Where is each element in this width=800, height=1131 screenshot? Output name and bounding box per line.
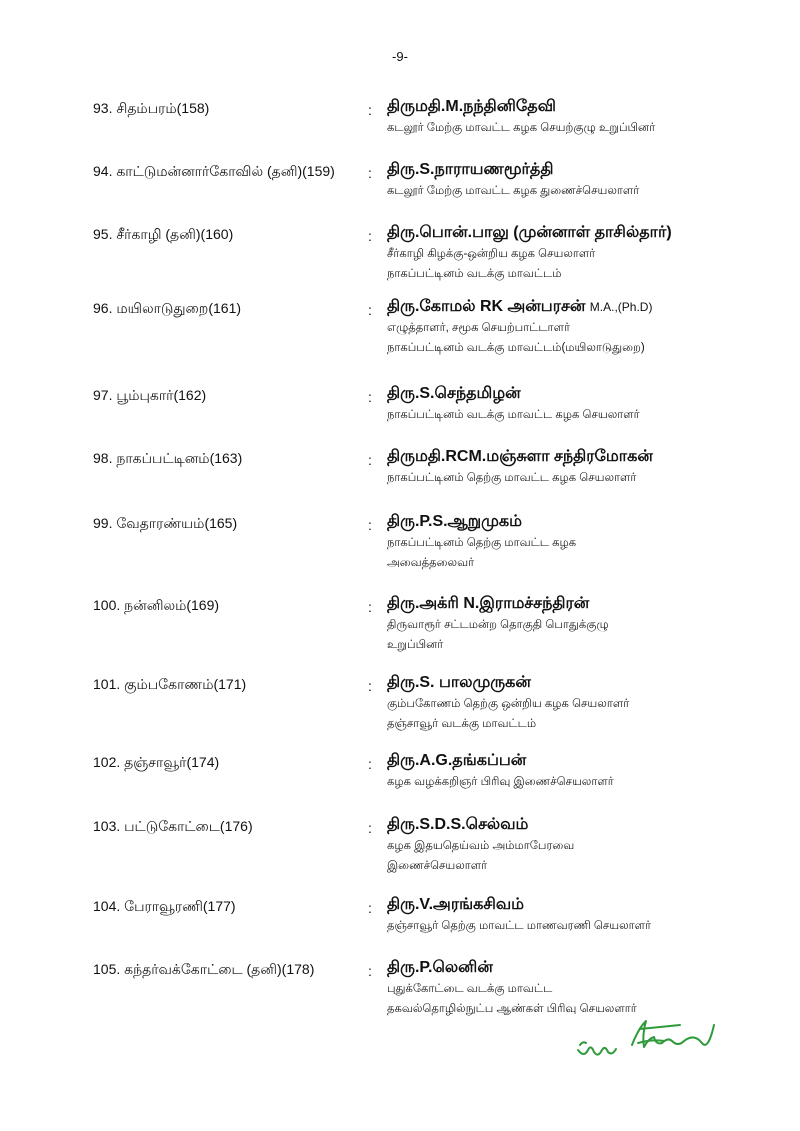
- constituency: 98. நாகப்பட்டினம்(163): [93, 450, 243, 466]
- separator-colon: :: [368, 599, 372, 615]
- separator-colon: :: [368, 228, 372, 244]
- candidate-designation: கடலூர் மேற்கு மாவட்ட கழக துணைச்செயலாளர்: [387, 185, 640, 197]
- candidate-name-text: திரு.S.நாராயணமூர்த்தி: [387, 161, 554, 178]
- separator-colon: :: [368, 452, 372, 468]
- candidate-details: [387, 957, 637, 1019]
- candidate-designation: எழுத்தாளர், சமூக செயற்பாட்டாளர்: [387, 322, 570, 334]
- candidate-name: [387, 814, 574, 836]
- candidate-name-text: திருமதி.RCM.மஞ்சுளா சந்திரமோகன்: [387, 448, 653, 465]
- candidate-designation: இணைச்செயலாளர்: [387, 860, 488, 872]
- candidate-name-text: திரு.பொன்.பாலு (முன்னாள் தாசில்தார்): [387, 224, 672, 241]
- constituency: 94. காட்டுமன்னார்கோவில் (தனி)(159): [93, 163, 335, 179]
- candidate-designation: தகவல்தொழில்நுட்ப ஆண்கள் பிரிவு செயலளார்: [387, 1003, 637, 1015]
- candidate-designation: சீர்காழி கிழக்கு-ஒன்றிய கழக செயலாளர்: [387, 248, 596, 260]
- candidate-name-text: திரு.P.லெனின்: [387, 959, 493, 976]
- candidate-details: [387, 159, 639, 201]
- candidate-name-text: திரு.P.S.ஆறுமுகம்: [387, 513, 523, 530]
- separator-colon: :: [368, 678, 372, 694]
- candidate-name: [387, 222, 672, 244]
- candidate-details: [387, 222, 672, 284]
- candidate-details: [387, 446, 653, 488]
- page-number: -9-: [392, 49, 408, 64]
- candidate-name: [387, 446, 653, 468]
- signature: [570, 1015, 750, 1075]
- candidate-details: [387, 814, 574, 876]
- constituency: 102. தஞ்சாவூர்(174): [93, 754, 220, 770]
- candidate-details: [387, 296, 652, 358]
- candidate-name: [387, 750, 614, 772]
- constituency: 96. மயிலாடுதுறை(161): [93, 300, 242, 316]
- candidate-designation: தஞ்சாவூர் வடக்கு மாவட்டம்: [387, 718, 537, 730]
- separator-colon: :: [368, 517, 372, 533]
- candidate-designation: நாகப்பட்டினம் வடக்கு மாவட்ட கழக செயலாளர்: [387, 409, 640, 421]
- candidate-name-text: திரு.கோமல் RK அன்பரசன்: [387, 298, 586, 315]
- candidate-degree: M.A.,(Ph.D): [589, 300, 653, 314]
- candidate-details: [387, 383, 640, 425]
- candidate-designation: நாகப்பட்டினம் தெற்கு மாவட்ட கழக செயலாளர்: [387, 472, 637, 484]
- candidate-details: [387, 593, 609, 655]
- candidate-details: [387, 511, 576, 573]
- separator-colon: :: [368, 900, 372, 916]
- candidate-details: [387, 750, 614, 792]
- candidate-designation: புதுக்கோட்டை வடக்கு மாவட்ட: [387, 983, 553, 995]
- separator-colon: :: [368, 820, 372, 836]
- separator-colon: :: [368, 165, 372, 181]
- candidate-name: [387, 159, 639, 181]
- separator-colon: :: [368, 302, 372, 318]
- constituency: 101. கும்பகோணம்(171): [93, 676, 247, 692]
- candidate-details: [387, 96, 655, 138]
- candidate-details: [387, 894, 651, 936]
- separator-colon: :: [368, 756, 372, 772]
- candidate-name: [387, 511, 576, 533]
- candidate-designation: நாகப்பட்டினம் வடக்கு மாவட்டம்: [387, 268, 562, 280]
- candidate-name: [387, 383, 640, 405]
- constituency: 100. நன்னிலம்(169): [93, 597, 220, 613]
- candidate-designation: நாகப்பட்டினம் தெற்கு மாவட்ட கழக: [387, 537, 577, 549]
- constituency: 105. கந்தர்வக்கோட்டை (தனி)(178): [93, 961, 315, 977]
- candidate-designation: கும்பகோணம் தெற்கு ஒன்றிய கழக செயலாளர்: [387, 698, 630, 710]
- candidate-name-text: திரு.V.அரங்கசிவம்: [387, 896, 525, 913]
- constituency: 99. வேதாரண்யம்(165): [93, 515, 238, 531]
- candidate-name-text: திரு.A.G.தங்கப்பன்: [387, 752, 527, 769]
- candidate-name-text: திருமதி.M.நந்தினிதேவி: [387, 98, 556, 115]
- candidate-name: [387, 894, 651, 916]
- separator-colon: :: [368, 389, 372, 405]
- candidate-name: [387, 593, 609, 615]
- candidate-name: [387, 672, 629, 694]
- candidate-designation: நாகப்பட்டினம் வடக்கு மாவட்டம்(மயிலாடுதுறை): [387, 342, 645, 354]
- candidate-name-text: திரு.S. பாலமுருகன்: [387, 674, 531, 691]
- constituency: 93. சிதம்பரம்(158): [93, 100, 210, 116]
- candidate-name: [387, 296, 652, 318]
- candidate-name-text: திரு.S.D.S.செல்வம்: [387, 816, 529, 833]
- candidate-name-text: திரு.அக்ரி N.இராமச்சந்திரன்: [387, 595, 590, 612]
- candidate-details: [387, 672, 629, 734]
- candidate-name-text: திரு.S.செந்தமிழன்: [387, 385, 521, 402]
- separator-colon: :: [368, 102, 372, 118]
- candidate-name: [387, 96, 655, 118]
- constituency: 97. பூம்புகார்(162): [93, 387, 207, 403]
- constituency: 104. பேராவூரணி(177): [93, 898, 236, 914]
- candidate-designation: உறுப்பினர்: [387, 639, 444, 651]
- candidate-designation: கழக இதயதெய்வம் அம்மாபேரவை: [387, 840, 575, 852]
- candidate-name: [387, 957, 637, 979]
- constituency: 103. பட்டுகோட்டை(176): [93, 818, 253, 834]
- constituency: 95. சீர்காழி (தனி)(160): [93, 226, 234, 242]
- separator-colon: :: [368, 963, 372, 979]
- candidate-designation: கழக வழக்கறிஞர் பிரிவு இணைச்செயலாளர்: [387, 776, 614, 788]
- candidate-designation: அவைத்தலைவர்: [387, 557, 475, 569]
- candidate-designation: தஞ்சாவூர் தெற்கு மாவட்ட மாணவரணி செயலாளர்: [387, 920, 652, 932]
- candidate-designation: திருவாரூர் சட்டமன்ற தொகுதி பொதுக்குழு: [387, 619, 609, 631]
- candidate-designation: கடலூர் மேற்கு மாவட்ட கழக செயற்குழு உறுப்பினர்: [387, 122, 656, 134]
